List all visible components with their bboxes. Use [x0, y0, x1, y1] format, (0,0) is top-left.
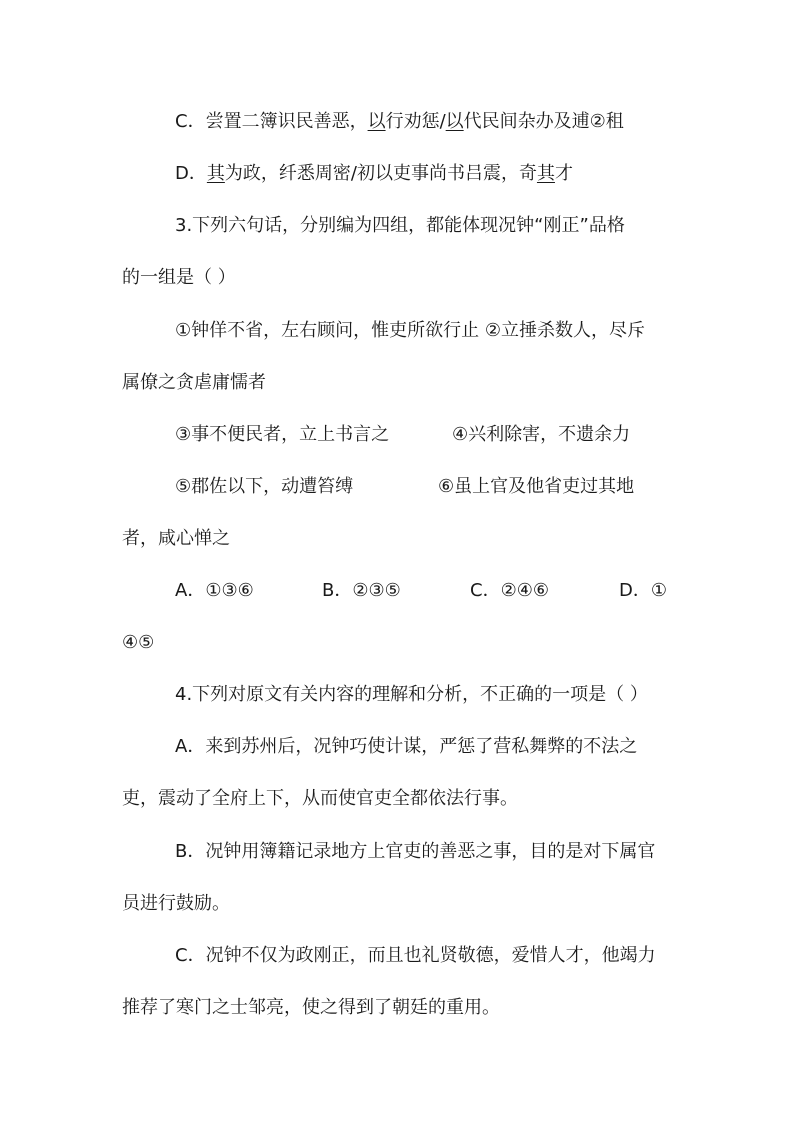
q4-option-c-line-2: 推荐了寒门之士邹亮，使之得到了朝廷的重用。 [122, 997, 500, 1018]
q2-option-c-rest: 代民间杂办及逋②租 [463, 111, 624, 132]
q3-item-3: ③事不便民者，立上书言之 [175, 424, 390, 445]
q2-option-c-underlined-word-2: 以 [445, 111, 464, 132]
q4-option-a-line-2: 吏，震动了全府上下，从而使官吏全都依法行事。 [122, 788, 518, 809]
q3-option-d-line-2: ④⑤ [122, 632, 155, 653]
q2-option-d-rest: 才 [554, 163, 573, 184]
q3-item-4: ④兴利除害，不遗余力 [452, 424, 631, 445]
q2-option-c-middle: 行劝惩/ [385, 111, 446, 132]
q2-option-c [175, 106, 624, 138]
q3-option-c: C．②④⑥ [470, 580, 549, 601]
q4-option-a-line-1: A．来到苏州后，况钟巧使计谋，严惩了营私舞弊的不法之 [175, 736, 638, 757]
q2-option-d [175, 158, 573, 190]
q3-items-line-2: 属僚之贪虐庸懦者 [122, 372, 266, 393]
q4-stem: 4.下列对原文有关内容的理解和分析，不正确的一项是（ ） [175, 684, 648, 705]
q2-option-c-prefix: C．尝置二簿识民善恶， [175, 111, 368, 132]
q4-option-b-line-1: B．况钟用簿籍记录地方上官吏的善恶之事，目的是对下属官 [175, 841, 656, 862]
q3-stem-line-2: 的一组是（ ） [122, 267, 236, 288]
q4-option-c-line-1: C．况钟不仅为政刚正，而且也礼贤敬德，爱惜人才，他竭力 [175, 945, 656, 966]
q2-option-d-prefix: D． [175, 163, 207, 184]
q4-option-b-line-2: 员进行鼓励。 [122, 893, 230, 914]
q3-item-6-line-2: 者，咸心惮之 [122, 528, 230, 549]
q2-option-c-underlined-word-1: 以 [367, 111, 386, 132]
q3-items-line-1: ①钟佯不省，左右顾问，惟吏所欲行止 ②立捶杀数人，尽斥 [175, 320, 645, 341]
q3-item-6-line-1: ⑥虽上官及他省吏过其地 [438, 476, 635, 497]
q3-option-d-line-1: D．① [619, 580, 667, 601]
q3-stem-line-1: 3.下列六句话，分别编为四组，都能体现况钟“刚正”品格 [175, 215, 625, 236]
q2-option-d-middle: 为政，纤悉周密/初以吏事尚书吕震，奇 [224, 163, 537, 184]
q3-option-a: A．①③⑥ [175, 580, 254, 601]
q3-item-5: ⑤郡佐以下，动遭笞缚 [175, 476, 354, 497]
q2-option-d-underlined-word-2: 其 [536, 163, 555, 184]
q2-option-d-underlined-word-1: 其 [206, 163, 225, 184]
q3-option-b: B．②③⑤ [322, 580, 401, 601]
